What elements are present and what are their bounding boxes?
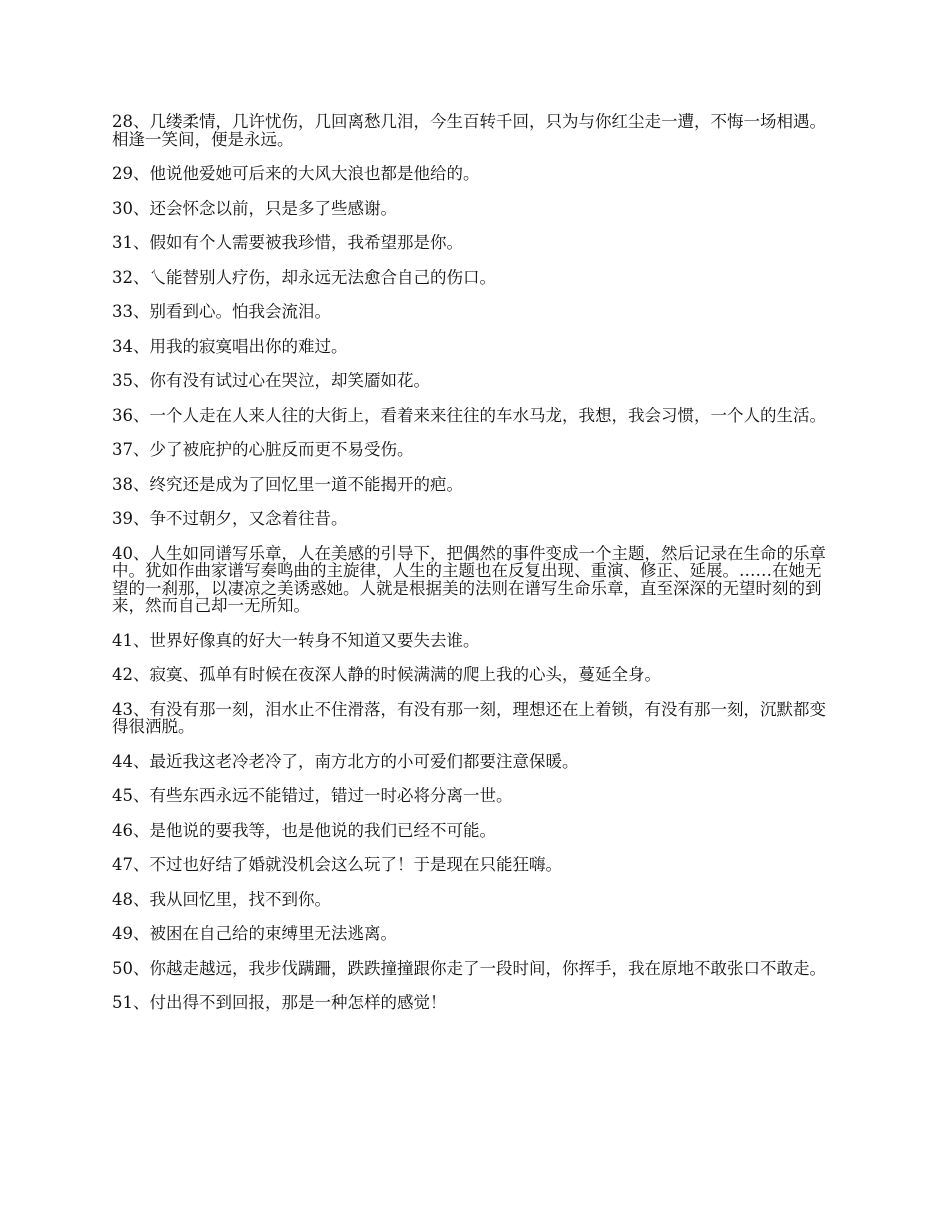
list-item: 45、有些东西永远不能错过，错过一时必将分离一世。	[112, 786, 513, 805]
list-item: 30、还会怀念以前，只是多了些感谢。	[112, 198, 397, 218]
list-item: 47、不过也好结了婚就没机会这么玩了！于是现在只能狂嗨。	[112, 855, 562, 874]
list-item: 51、付出得不到回报，那是一种怎样的感觉！	[112, 993, 447, 1012]
list-item: 38、终究还是成为了回忆里一道不能揭开的疤。	[112, 474, 463, 494]
list-item: 43、有没有那一刻，泪水止不住滑落，有没有那一刻，理想还在上着锁，有没有那一刻，沉默都变得很洒脱。	[112, 699, 826, 736]
list-item: 32、乀能替别人疗伤，却永远无法愈合自己的伤口。	[112, 267, 496, 287]
list-item: 39、争不过朝夕，又念着往昔。	[112, 509, 348, 528]
list-item: 46、是他说的要我等，也是他说的我们已经不可能。	[112, 820, 496, 840]
list-item: 36、一个人走在人来人往的大街上，看着来来往往的车水马龙，我想，我会习惯，一个人的生活。	[112, 405, 826, 425]
list-item: 44、最近我这老冷老冷了，南方北方的小可爱们都要注意保暖。	[112, 751, 579, 771]
list-item: 33、别看到心。怕我会流泪。	[112, 302, 331, 321]
list-item: 31、假如有个人需要被我珍惜，我希望那是你。	[112, 233, 463, 252]
list-item: 34、用我的寂寞唱出你的难过。	[112, 336, 348, 356]
list-item: 37、少了被庇护的心脏反而更不易受伤。	[112, 440, 414, 459]
list-item: 28、几缕柔情，几许忧伤，几回离愁几泪，今生百转千回，只为与你红尘走一遭，不悔一场相遇。相逢一笑间，便是永远。	[112, 112, 826, 149]
list-item: 41、世界好像真的好大一转身不知道又要失去谁。	[112, 630, 480, 650]
list-item: 48、我从回忆里，找不到你。	[112, 889, 331, 909]
list-item: 49、被困在自己给的束缚里无法逃离。	[112, 924, 397, 943]
document-body	[112, 113, 830, 1029]
list-item: 50、你越走越远，我步伐蹒跚，跌跌撞撞跟你走了一段时间，你挥手，我在原地不敢张口不敢走。	[112, 958, 826, 978]
list-item: 29、他说他爱她可后来的大风大浪也都是他给的。	[112, 164, 480, 183]
list-item: 35、你有没有试过心在哭泣，却笑靥如花。	[112, 371, 430, 390]
list-item: 42、寂寞、孤单有时候在夜深人静的时候满满的爬上我的心头，蔓延全身。	[112, 665, 661, 684]
list-item: 40、人生如同谱写乐章，人在美感的引导下，把偶然的事件变成一个主题，然后记录在生命的乐章中。犹如作曲家谱写奏鸣曲的主旋律，人生的主题也在反复出现、重演、修正、延展。……在她无望的一刹那，以凄凉之美诱惑她。人就是根据美的法则在谱写生命乐章，直至深深的无望时刻的到来，然而自己却一无所知。	[112, 543, 826, 615]
